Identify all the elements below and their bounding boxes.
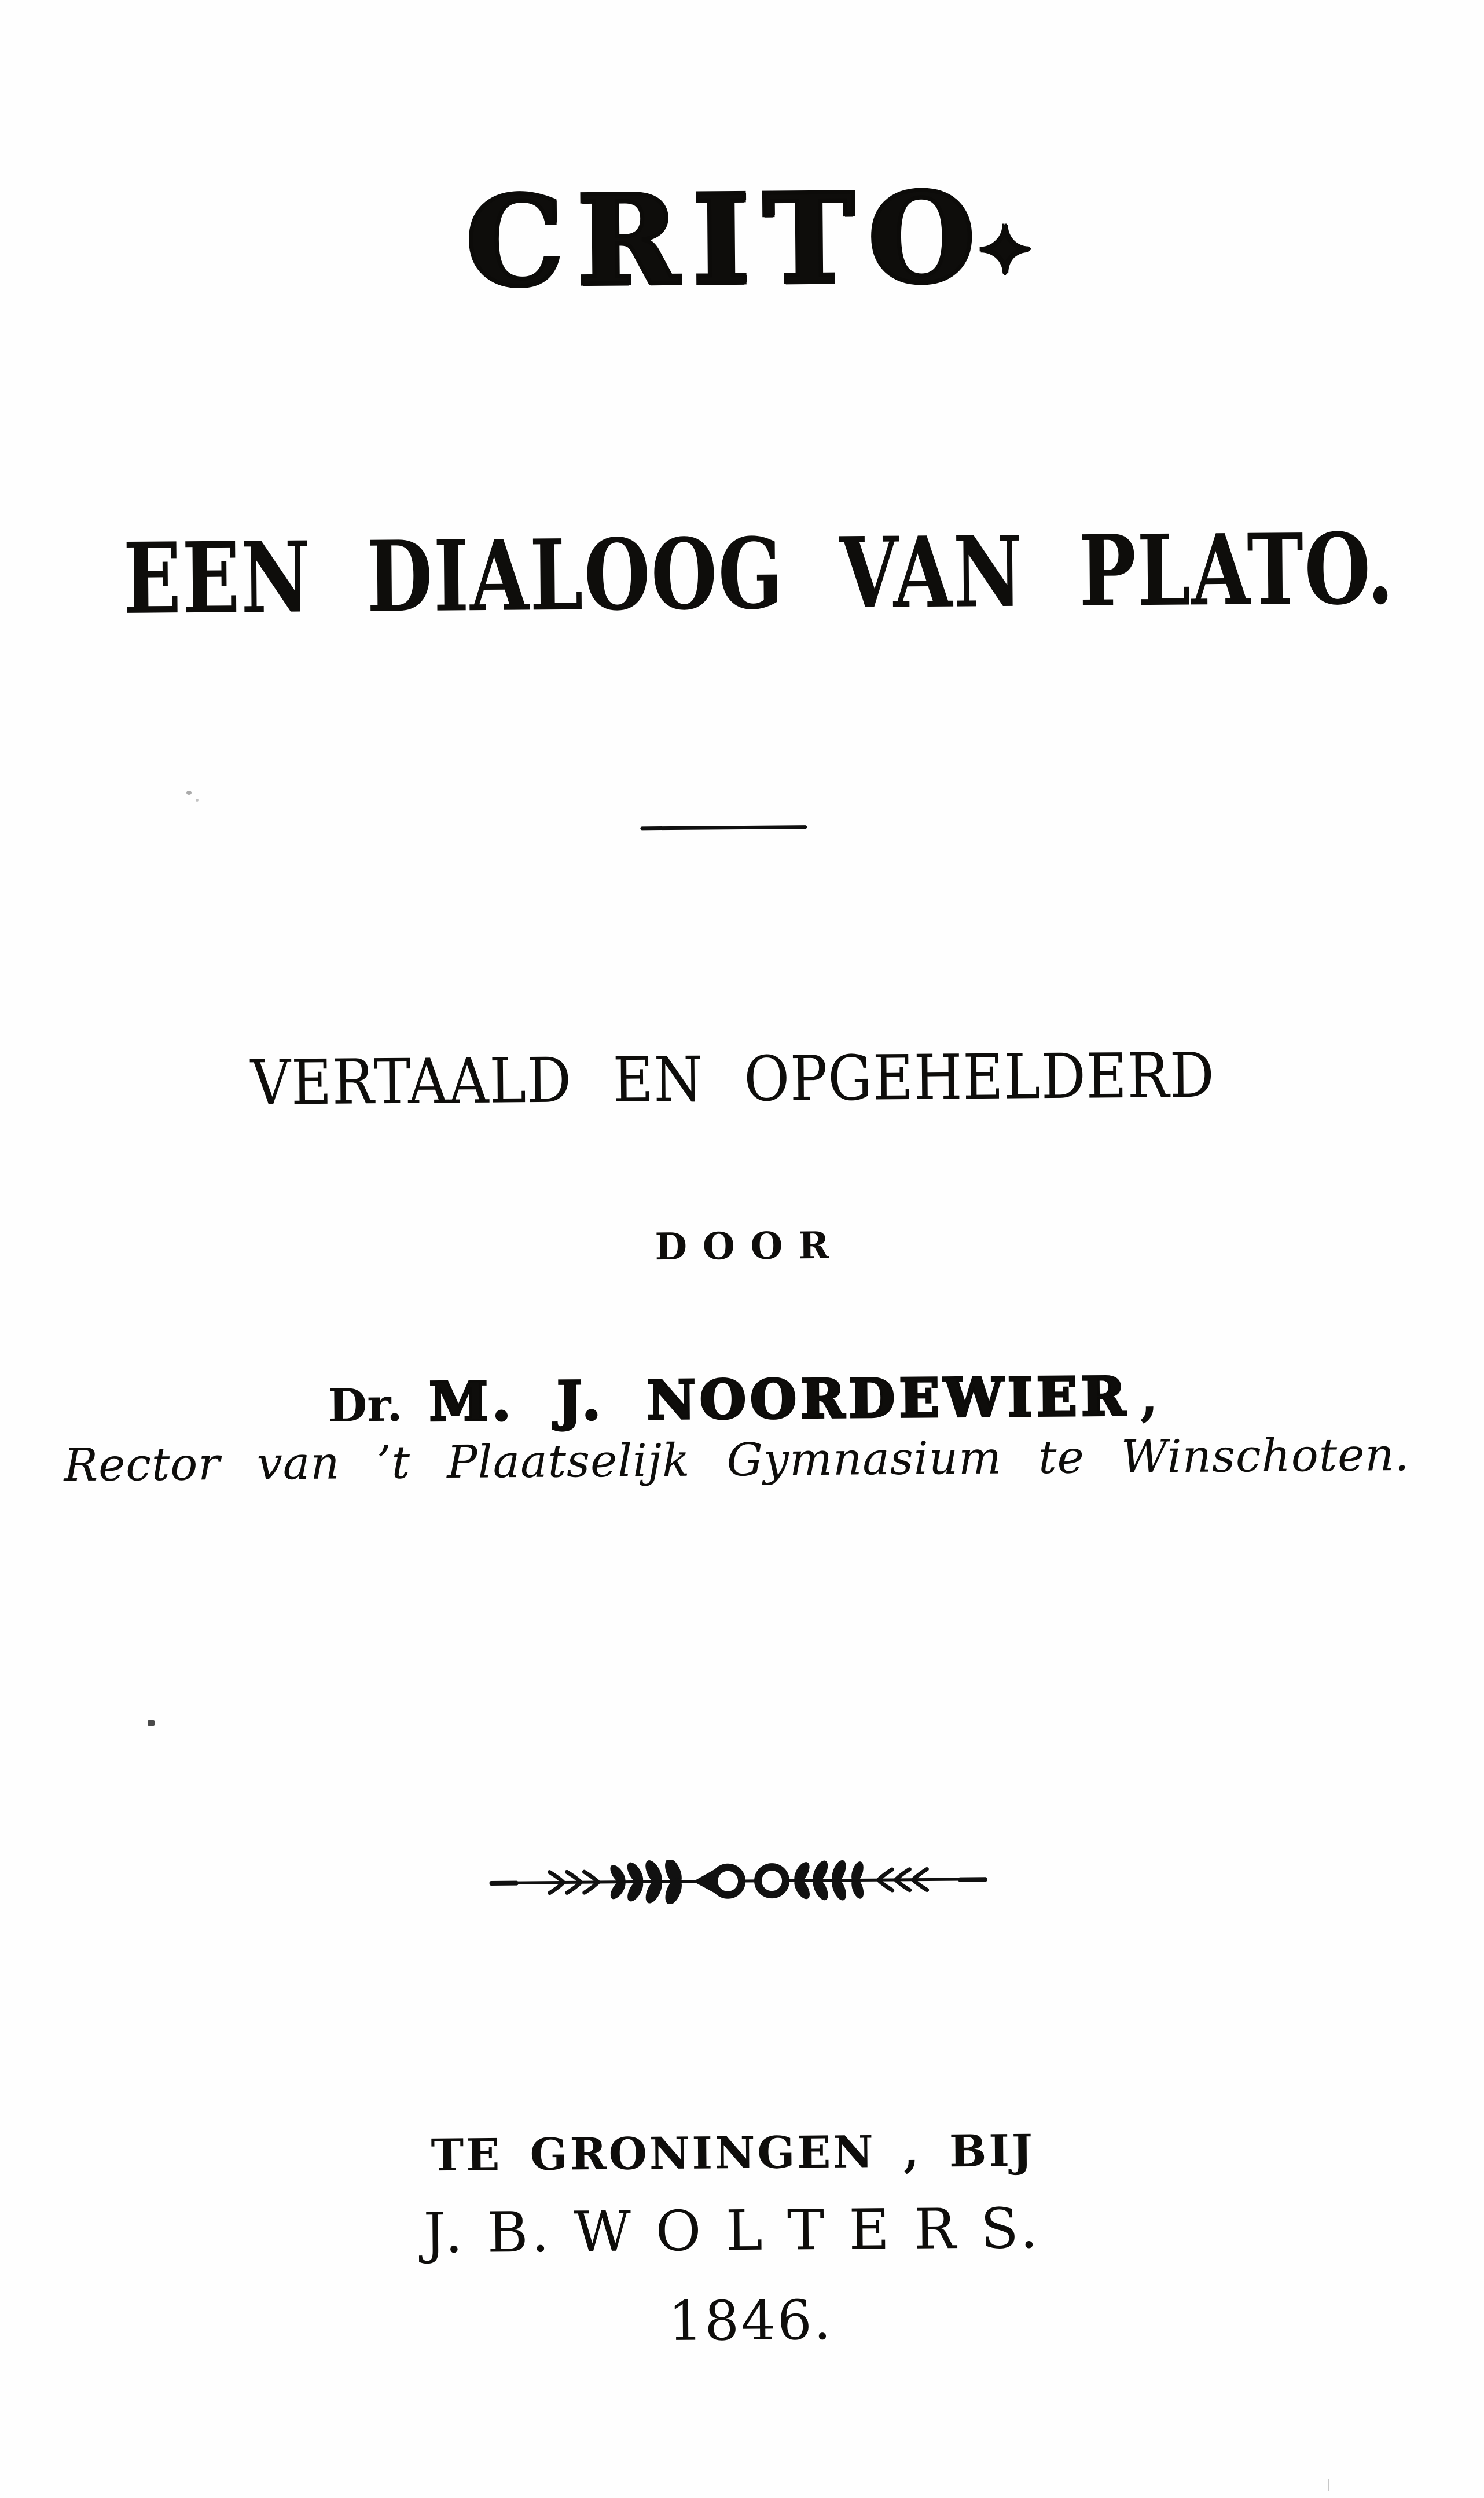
imprint-place-text: TE GRONINGEN , BIJ [431, 2125, 1035, 2181]
imprint-publisher-line [8, 2197, 1484, 2264]
foliate-arrow-divider-ornament [489, 1857, 987, 1905]
book-subtitle-text: EEN DIALOOG VAN PLATO. [123, 511, 1395, 636]
imprint-publisher-text: J. B. W O L T E R S. [423, 2195, 1042, 2266]
author-role-line [2, 1428, 1484, 1492]
author-comma: , [1139, 1365, 1159, 1428]
translation-note [0, 1039, 1483, 1120]
title-period-star-ornament: ✦ [978, 212, 1032, 288]
imprint-year-text: 1846. [668, 2288, 833, 2354]
scan-speck [196, 799, 199, 802]
translation-note-text: VERTAALD EN OPGEHELDERD [250, 1039, 1215, 1120]
book-title [0, 165, 1476, 314]
author-role-text: Rector van ’t Plaatselijk Gymnasium te Winschoten. [64, 1428, 1410, 1492]
imprint-place-line [7, 2125, 1484, 2181]
scan-speck [1328, 2479, 1329, 2491]
scan-speck [186, 791, 192, 795]
scan-speck [148, 1720, 155, 1726]
byline-connector [0, 1222, 1484, 1271]
author-name: M. J. NOORDEWIER [428, 1365, 1130, 1434]
imprint-year-line [8, 2288, 1484, 2354]
author-line [1, 1367, 1484, 1432]
book-subtitle [0, 511, 1479, 636]
author-prefix: Dr. [328, 1379, 403, 1432]
short-horizontal-rule [640, 825, 807, 830]
book-title-text: CRITO [465, 165, 989, 314]
byline-connector-text: DOOR [655, 1224, 845, 1269]
